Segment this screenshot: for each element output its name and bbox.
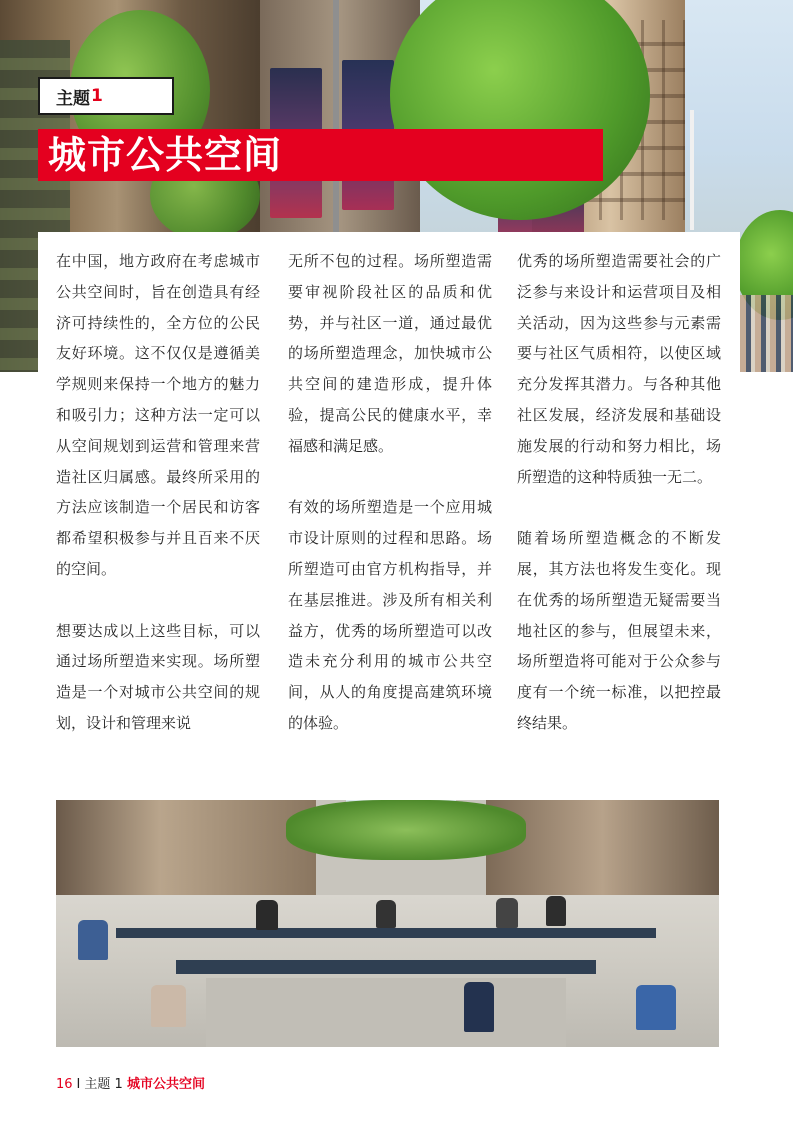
crowd — [740, 295, 793, 372]
paragraph: 有效的场所塑造是一个应用城市设计原则的过程和思路。场所塑造可由官方机构指导，并在基层推进。涉及所有相关利益方，优秀的场所塑造可以改造未充分利用的城市公共空间，从人的角度提高建筑环境的体验。 — [288, 498, 492, 732]
paragraph: 在中国，地方政府在考虑城市公共空间时，旨在创造具有经济可持续性的，全方位的公民友好环境。这不仅仅是遵循美学规则来保持一个地方的魅力和吸引力；这种方法一定可以从空间规划到运营和管理来营造社区归属感。最终所采用的方法应该制造一个居民和访客都希望积极参与并且百来不厌的空间。 — [56, 252, 260, 578]
paragraph: 随着场所塑造概念的不断发展，其方法也将发生变化。现在优秀的场所塑造无疑需要当地社区的参与，但展望未来，场所塑造将可能对于公众参与度有一个统一标准，以把控最终结果。 — [517, 529, 721, 732]
plaza-step — [116, 928, 656, 938]
person — [464, 982, 494, 1032]
person — [496, 898, 518, 928]
paragraph: 想要达成以上这些目标，可以通过场所塑造来实现。场所塑造是一个对城市公共空间的规划，设计和管理来说 — [56, 621, 260, 732]
topic-label-box — [38, 77, 174, 115]
paragraph: 优秀的场所塑造需要社会的广泛参与来设计和运营项目及相关活动，因为这些参与元素需要与社区气质相符，以使区域充分发挥其潜力。与各种其他社区发展，经济发展和基础设施发展的行动和努力相比，场所塑造的这种特质独一无二。 — [517, 252, 721, 486]
person — [376, 900, 396, 928]
page-footer — [56, 1073, 205, 1092]
text-column-3 — [517, 246, 721, 770]
topic-number: 1 — [91, 86, 103, 106]
text-column-1 — [56, 246, 260, 770]
person — [256, 900, 278, 930]
person — [546, 896, 566, 926]
person — [636, 985, 676, 1030]
text-column-2 — [288, 246, 492, 770]
plaza-photo — [56, 800, 719, 1047]
tree-canopy — [286, 800, 526, 860]
page-title: 城市公共空间 — [38, 129, 603, 181]
construction-crane — [690, 110, 694, 230]
topic-label: 主题 — [56, 88, 90, 109]
footer-separator: I — [76, 1077, 81, 1092]
sunken-plaza — [206, 978, 566, 1047]
building-right — [486, 800, 719, 900]
person — [78, 920, 108, 960]
paragraph: 无所不包的过程。场所塑造需要审视阶段社区的品质和优势，并与社区一道，通过最优的场所塑造理念，加快城市公共空间的建造形成，提升体验，提高公民的健康水平，幸福感和满足感。 — [288, 252, 492, 455]
plaza-step — [176, 960, 596, 974]
building-left — [56, 800, 316, 900]
footer-section-title: 城市公共空间 — [126, 1077, 205, 1092]
person — [151, 985, 186, 1027]
page-number: 16 — [56, 1077, 73, 1092]
footer-section-prefix: 主题 1 — [84, 1077, 123, 1092]
